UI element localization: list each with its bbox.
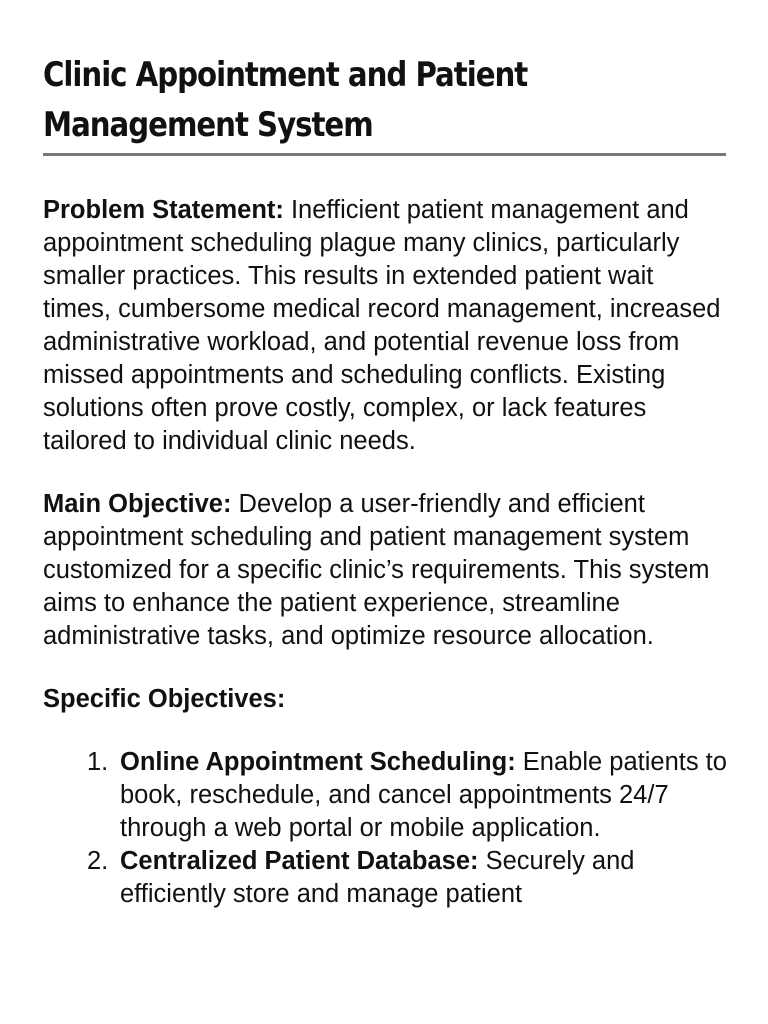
title-line-2: Management System: [43, 105, 373, 145]
document-title: [43, 50, 631, 150]
problem-statement-paragraph: [43, 194, 727, 458]
main-objective-text: Develop a user-friendly and efficient appointment scheduling and patient management system customized for a specific clinic’s requirements. This system aims to enhance the patient experience, streamline administrative tasks, and optimize resource allocation.: [43, 490, 710, 650]
main-objective-paragraph: [43, 488, 727, 653]
main-objective-label: Main Objective:: [43, 490, 232, 518]
list-item-number: 2.: [87, 847, 109, 875]
problem-statement-text: Inefficient patient management and appointment scheduling plague many clinics, particularly smaller practices. This results in extended patient wait times, cumbersome medical record management, increased administrative workload, and potential revenue loss from missed appointments and scheduling conflicts. Existing solutions often prove costly, complex, or lack features tailored to individual clinic needs.: [43, 196, 721, 455]
specific-objectives-list: [43, 746, 727, 911]
list-item-text: Securely and efficiently store and manage patient: [120, 847, 635, 908]
title-line-1: Clinic Appointment and Patient: [43, 55, 528, 95]
document-page: [43, 50, 727, 911]
list-item: [43, 746, 727, 845]
list-item-label: Centralized Patient Database:: [120, 847, 479, 875]
list-item-text: Enable patients to book, reschedule, and cancel appointments 24/7 through a web portal or mobile application.: [120, 748, 727, 842]
list-item: [43, 845, 727, 911]
specific-objectives-heading: Specific Objectives:: [43, 685, 286, 713]
list-item-number: 1.: [87, 748, 109, 776]
title-divider: [43, 153, 726, 156]
problem-statement-label: Problem Statement:: [43, 196, 284, 224]
list-item-label: Online Appointment Scheduling:: [120, 748, 516, 776]
